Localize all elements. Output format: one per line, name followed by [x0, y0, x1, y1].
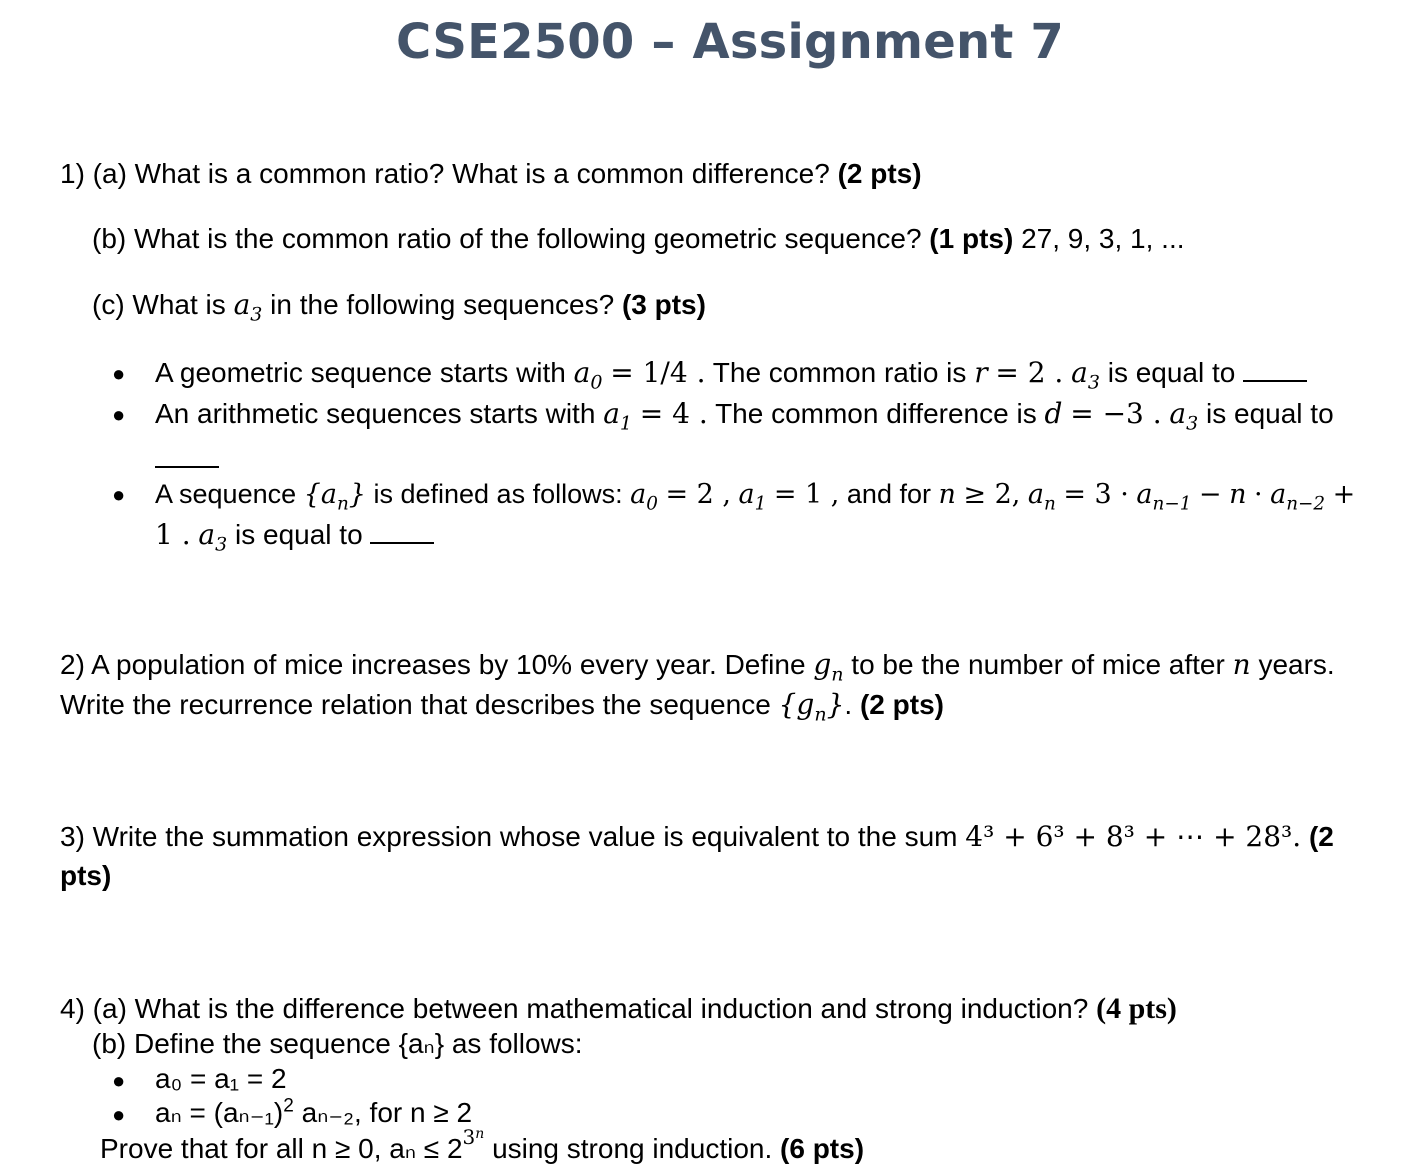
bullet3-eq: = 3 · — [1063, 479, 1129, 510]
bullet2-a1-symbol: $a_1$ — [603, 397, 633, 435]
bullet2-d-symbol: d — [1044, 397, 1063, 430]
q1c-a3-symbol: $a_3$ — [233, 288, 263, 326]
q1c-text-2: in the following sequences? — [270, 289, 615, 320]
q2-n-symbol: n — [1232, 648, 1251, 681]
bullet-icon: ● — [112, 1068, 126, 1093]
bullet2-equal-text: is equal to — [1206, 398, 1334, 429]
bullet-icon: ● — [112, 1102, 126, 1127]
bullet3-plus: + — [1332, 479, 1356, 510]
bullet3-an1-symbol: $a_{n-1}$ — [1136, 479, 1192, 515]
bullet3-dot: · — [1253, 479, 1263, 510]
q3-sum-expression: 4³ + 6³ + 8³ + ⋯ + 28³. — [965, 820, 1302, 853]
bullet2-a3-symbol: $a_3$ — [1169, 397, 1199, 435]
q4a-points: (4 pts) — [1096, 992, 1177, 1025]
q2-line-1 — [60, 648, 1335, 686]
q3-points: (2 — [1308, 821, 1334, 852]
bullet2-a1-value: = 4 . — [639, 397, 708, 430]
q2-text-4: Write the recurrence relation that describes the sequence — [60, 689, 771, 720]
q4b-line — [92, 1027, 583, 1061]
q4b-text: (b) Define the sequence {aₙ} as follows: — [92, 1028, 583, 1059]
bullet1-a0-value: = 1/4 . — [610, 356, 706, 389]
q1a-points: (2 pts) — [837, 158, 922, 189]
q2-text-1: 2) A population of mice increases by 10% every year. Define — [60, 649, 806, 680]
q3-text: 3) Write the summation expression whose value is equivalent to the sum — [60, 821, 958, 852]
q1b-line — [92, 222, 1185, 256]
bullet3-a0-value: = 2 , — [665, 479, 731, 510]
bullet-icon: ● — [112, 402, 126, 427]
q1c-bullet-2 — [155, 397, 1334, 435]
bullet3-one: 1 . — [155, 518, 191, 551]
bullet-icon: ● — [112, 361, 126, 386]
q2-line-2 — [60, 688, 944, 726]
q4a-line — [60, 992, 1177, 1026]
bullet1-a0-symbol: $a_0$ — [573, 356, 603, 394]
q2-gn-set: $\{g_n\}$ — [778, 688, 845, 726]
bullet3-minus: − — [1198, 479, 1222, 510]
q1b-text: (b) What is the common ratio of the following geometric sequence? — [92, 223, 922, 254]
q4b-bullet2-text-a: aₙ = (aₙ₋₁) — [155, 1097, 284, 1128]
q1c-text: (c) What is — [92, 289, 226, 320]
q4b-bullet1-text: a₀ = a₁ = 2 — [155, 1063, 287, 1094]
bullet1-text: A geometric sequence starts with — [155, 357, 566, 388]
q1b-sequence: 27, 9, 3, 1, ... — [1021, 223, 1185, 254]
bullet3-a3-symbol: $a_3$ — [198, 518, 228, 556]
bullet3-n-cond: ≥ 2, — [963, 479, 1021, 510]
q2-period: . — [844, 689, 853, 720]
answer-blank[interactable] — [1243, 376, 1307, 382]
bullet3-an-set: $\{a_n\}$ — [303, 479, 366, 515]
q1c-line — [92, 288, 706, 326]
bullet1-r-symbol: r — [974, 356, 988, 389]
q2-text-3: years. — [1258, 649, 1335, 680]
q3-line-2 — [60, 859, 111, 893]
q2-points: (2 pts) — [859, 689, 944, 720]
q2-gn-symbol: $g_n$ — [813, 648, 844, 686]
bullet3-an-symbol: $a_n$ — [1027, 479, 1056, 515]
bullet2-text: An arithmetic sequences starts with — [155, 398, 596, 429]
answer-blank[interactable] — [370, 538, 434, 544]
bullet2-diff-text: The common difference is — [715, 398, 1037, 429]
bullet3-n-symbol: n — [938, 479, 956, 510]
q1a-text: 1) (a) What is a common ratio? What is a common difference? — [60, 158, 830, 189]
bullet3-n2-symbol: n — [1229, 479, 1247, 510]
bullet1-ratio-text: The common ratio is — [712, 357, 967, 388]
page-title: CSE2500 – Assignment 7 — [396, 14, 1064, 70]
q2-text-2: to be the number of mice after — [851, 649, 1225, 680]
q1b-points: (1 pts) — [929, 223, 1014, 254]
answer-blank[interactable] — [155, 462, 219, 468]
q4-prove-text-2: using strong induction. — [492, 1133, 773, 1164]
q1c-bullet-1 — [155, 356, 1307, 394]
bullet3-defined-text: is defined as follows: — [373, 479, 623, 509]
q4b-bullet2-text-b: aₙ₋₂, for n ≥ 2 — [301, 1097, 473, 1128]
bullet1-equal-text: is equal to — [1107, 357, 1236, 388]
bullet3-text: A sequence — [155, 479, 297, 509]
bullet3-a1-value: = 1 , — [773, 479, 840, 510]
bullet-icon: ● — [112, 482, 126, 507]
bullet3-a0-symbol: $a_0$ — [630, 479, 658, 515]
q4-prove-line: Prove that for all n ≥ 0, $a_n \le 2^{3^n}$ using strong induction. (6 pts) — [100, 1125, 865, 1164]
bullet3-a1-symbol: $a_1$ — [738, 479, 767, 515]
q1c-bullet-3 — [155, 477, 1356, 515]
q1c-points: (3 pts) — [621, 289, 706, 320]
bullet3-for-text: and for — [846, 479, 931, 509]
q4a-text: 4) (a) What is the difference between mathematical induction and strong induction? — [60, 993, 1089, 1024]
bullet3-an2-symbol: $a_{n-2}$ — [1270, 479, 1326, 515]
q3-points-cont: pts) — [60, 860, 112, 891]
bullet1-r-value: = 2 . — [995, 356, 1064, 389]
q1a-line — [60, 157, 922, 191]
q3-line-1 — [60, 820, 1334, 854]
q4b-bullet-2: $a_n = (a_{n-1})^2$ aₙ₋₂, for n ≥ 2 — [155, 1095, 473, 1128]
q1c-bullet-3-cont — [155, 518, 434, 556]
bullet1-a3-symbol: $a_3$ — [1071, 356, 1100, 394]
q4b-bullet-1 — [155, 1062, 287, 1096]
q4-prove-points: (6 pts) — [780, 1133, 865, 1164]
bullet3-equal-text: is equal to — [235, 519, 363, 550]
q4-prove-text: Prove that for all n ≥ 0, aₙ ≤ 2 — [100, 1133, 463, 1164]
bullet2-d-value: = −3 . — [1070, 397, 1162, 430]
